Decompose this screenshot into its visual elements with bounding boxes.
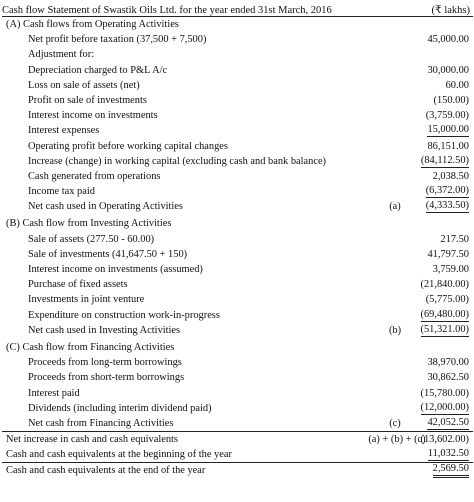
row-amount: (69,480.00) [420, 308, 469, 320]
row-amount: 3,759.00 [432, 264, 469, 275]
row-amount: 217.50 [440, 233, 469, 245]
row-amount: (4,333.50) [425, 200, 469, 212]
row-label: Net cash used in Operating Activities [28, 201, 183, 213]
statement-row [2, 199, 473, 214]
statement-row [2, 447, 473, 462]
row-note: (a) + (b) + (c) [368, 434, 426, 446]
statement-row [2, 93, 473, 108]
row-label: Interest income on investments [28, 110, 158, 122]
statement-row [2, 355, 473, 370]
row-note: (a) [389, 201, 401, 213]
statement-row [2, 63, 473, 78]
row-amount: 2,038.50 [432, 170, 469, 182]
row-label: Interest income on investments (assumed) [28, 264, 203, 275]
statement-row [2, 386, 473, 401]
row-label: Net increase in cash and cash equivalents [6, 434, 178, 446]
row-label: Net profit before taxation (37,500 + 7,500) [28, 34, 207, 46]
statement-title: Cash flow Statement of Swastik Oils Ltd. for the year ended 31st March, 2016 [2, 5, 332, 16]
row-amount: 42,052.50 [427, 416, 469, 428]
row-amount: 30,862.50 [427, 372, 469, 384]
cash-flow-statement [2, 0, 473, 479]
row-label: Net cash used in Investing Activities [28, 324, 181, 336]
row-amount: (51,321.00) [420, 323, 469, 335]
row-amount: (84,112.50) [420, 154, 469, 166]
row-label: Proceeds from short-term borrowings [28, 372, 185, 384]
statement-row [2, 340, 473, 355]
statement-row [2, 462, 473, 478]
statement-row [2, 78, 473, 93]
row-label: Investments in joint venture [28, 294, 145, 306]
row-label: Cash and cash equivalents at the end of the year [6, 465, 206, 477]
row-label: (B) Cash flow from Investing Activities [6, 218, 172, 230]
row-amount: (150.00) [433, 94, 469, 106]
statement-row [2, 323, 473, 338]
row-amount: (15,780.00) [420, 387, 469, 399]
row-label: Depreciation charged to P&L A/c [28, 64, 168, 76]
row-label: Expenditure on construction work-in-progress [28, 309, 220, 321]
statement-row [2, 277, 473, 292]
row-amount: 15,000.00 [427, 124, 469, 136]
unit-label: (₹ lakhs) [431, 5, 470, 16]
row-label: Cash and cash equivalents at the beginning of the year [6, 449, 232, 461]
row-amount: 86,151.00 [427, 140, 469, 152]
row-note: (c) [389, 417, 401, 429]
statement-row [2, 47, 473, 62]
row-label: (A) Cash flows from Operating Activities [6, 19, 179, 30]
statement-row [2, 232, 473, 247]
statement-row [2, 184, 473, 199]
statement-row [2, 401, 473, 416]
row-amount: 41,797.50 [427, 248, 469, 260]
row-amount: 11,032.50 [427, 448, 469, 460]
row-amount: (13,602.00) [420, 434, 469, 446]
row-label: Dividends (including interim dividend paid) [28, 402, 212, 414]
statement-row [2, 32, 473, 47]
row-amount: (6,372.00) [425, 185, 469, 197]
statement-row [2, 416, 473, 431]
row-label: (C) Cash flow from Financing Activities [6, 341, 175, 353]
row-label: Purchase of fixed assets [28, 279, 128, 291]
row-label: Income tax paid [28, 186, 95, 198]
row-label: Net cash from Financing Activities [28, 417, 174, 429]
row-label: Cash generated from operations [28, 170, 161, 182]
statement-row [2, 169, 473, 184]
row-label: Interest paid [28, 387, 80, 399]
statement-row [2, 108, 473, 123]
row-amount: (3,759.00) [425, 110, 469, 122]
statement-row [2, 292, 473, 307]
statement-row [2, 216, 473, 231]
row-label: Proceeds from long-term borrowings [28, 357, 182, 369]
row-note: (b) [388, 324, 402, 336]
row-amount: 30,000.00 [427, 64, 469, 76]
statement-row [2, 139, 473, 154]
row-label: Sale of assets (277.50 - 60.00) [28, 233, 155, 245]
row-amount: 2,569.50 [433, 463, 469, 478]
statement-row [2, 262, 473, 277]
row-label: Loss on sale of assets (net) [28, 79, 140, 91]
statement-row [2, 308, 473, 323]
row-label: Adjustment for: [28, 49, 95, 61]
statement-header [2, 0, 473, 17]
row-label: Sale of investments (41,647.50 + 150) [28, 248, 188, 260]
statement-row [2, 123, 473, 138]
row-amount: 38,970.00 [427, 357, 469, 369]
statement-rows [2, 17, 473, 479]
statement-row [2, 370, 473, 385]
statement-row [2, 431, 473, 447]
row-label: Profit on sale of investments [28, 94, 147, 106]
row-label: Interest expenses [28, 125, 100, 137]
row-amount: 60.00 [445, 79, 469, 91]
row-label: Operating profit before working capital changes [28, 140, 228, 152]
statement-row [2, 154, 473, 169]
statement-row [2, 247, 473, 262]
statement-row [2, 17, 473, 32]
row-amount: (21,840.00) [420, 279, 469, 291]
row-amount: 45,000.00 [427, 34, 469, 46]
row-amount: (5,775.00) [425, 294, 469, 306]
row-label: Increase (change) in working capital (excluding cash and bank balance) [28, 155, 327, 167]
row-amount: (12,000.00) [420, 401, 469, 413]
